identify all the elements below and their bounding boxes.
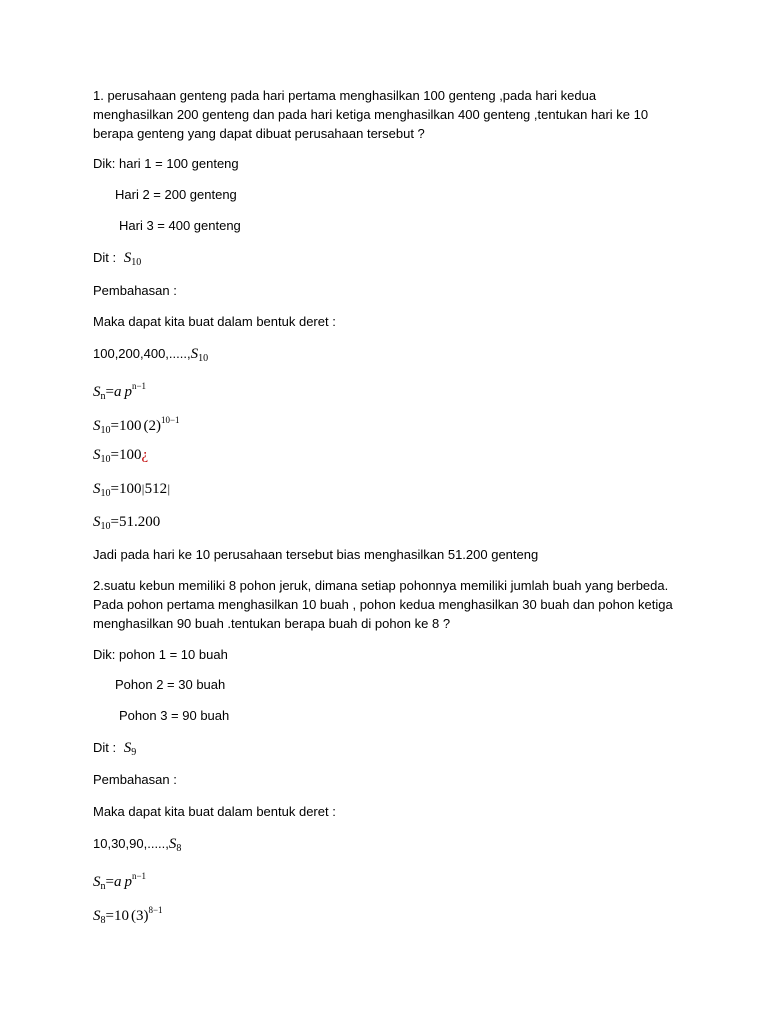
formula-exponent: 8−1 <box>148 905 163 915</box>
problem-2-discussion-heading: Pembahasan : <box>93 772 177 787</box>
formula-symbol: S <box>93 908 101 924</box>
problem-1-conclusion: Jadi pada hari ke 10 perusahaan tersebut bias menghasilkan 51.200 genteng <box>93 547 539 562</box>
asked-subscript: 9 <box>131 747 137 758</box>
problem-1-series-intro: Maka dapat kita buat dalam bentuk deret : <box>93 314 336 329</box>
problem-2-given-1: Dik: pohon 1 = 10 buah <box>93 647 228 662</box>
formula-subscript: 8 <box>100 915 106 926</box>
question-line: menghasilkan 200 genteng dan pada hari ketiga menghasilkan 400 genteng ,tentukan hari ke 10 <box>93 107 649 122</box>
problem-1-given-3: Hari 3 = 400 genteng <box>119 218 241 233</box>
asked-label: Dit : <box>93 250 117 265</box>
problem-2-given-3: Pohon 3 = 90 buah <box>119 708 230 723</box>
formula-subscript: 10 <box>100 454 111 465</box>
formula-error-glyph: ¿ <box>141 447 149 463</box>
problem-1-series <box>93 344 208 368</box>
formula-rhs: =10 <box>105 908 129 924</box>
formula-subscript: 10 <box>100 425 111 436</box>
problem-1-formula-result <box>93 512 160 536</box>
problem-1-given-1: Dik: hari 1 = 100 genteng <box>93 156 239 171</box>
formula-base: (2) <box>143 418 161 434</box>
formula-exponent: n−1 <box>131 381 147 391</box>
formula-subscript: n <box>100 881 106 892</box>
asked-symbol: S <box>123 250 132 266</box>
formula-bar-right: | <box>167 482 171 496</box>
formula-bar-left: | <box>141 482 145 496</box>
asked-symbol: S <box>123 740 132 756</box>
problem-1-question <box>93 86 683 143</box>
problem-2-given-2: Pohon 2 = 30 buah <box>115 677 226 692</box>
series-terms: 10,30,90,....., <box>93 836 169 851</box>
formula-rhs: =100 <box>110 447 142 463</box>
formula-equals: = <box>105 384 114 400</box>
problem-1-given-2: Hari 2 = 200 genteng <box>115 187 237 202</box>
asked-subscript: 10 <box>131 257 142 268</box>
formula-exponent: n−1 <box>131 871 147 881</box>
problem-2-series <box>93 834 181 858</box>
problem-1-formula-general <box>93 377 146 406</box>
problem-2-series-intro: Maka dapat kita buat dalam bentuk deret : <box>93 804 336 819</box>
question-line: berapa genteng yang dapat dibuat perusahaan tersebut ? <box>93 126 425 141</box>
formula-symbol: S <box>93 384 101 400</box>
formula-equals: = <box>105 874 114 890</box>
formula-a: a <box>113 874 122 890</box>
question-line: menghasilkan 90 buah .tentukan berapa buah di pohon ke 8 ? <box>93 616 451 631</box>
formula-rhs: =51.200 <box>110 514 161 530</box>
series-subscript: 10 <box>198 353 209 364</box>
formula-symbol: S <box>93 418 101 434</box>
formula-symbol: S <box>93 874 101 890</box>
question-line: 2.suatu kebun memiliki 8 pohon jeruk, dimana setiap pohonnya memiliki jumlah buah yang berbeda. <box>93 578 669 593</box>
problem-2-question <box>93 576 683 633</box>
formula-inner-value: 512 <box>144 481 168 497</box>
series-symbol: S <box>190 346 199 362</box>
formula-subscript: n <box>100 391 106 402</box>
formula-p: p <box>124 874 132 890</box>
formula-base: (3) <box>130 908 149 924</box>
question-line: 1. perusahaan genteng pada hari pertama menghasilkan 100 genteng ,pada hari kedua <box>93 88 597 103</box>
formula-a: a <box>113 384 122 400</box>
question-line: Pada pohon pertama menghasilkan 10 buah , pohon kedua menghasilkan 30 buah dan pohon ketiga <box>93 597 673 612</box>
problem-1-formula-substituted <box>93 411 180 440</box>
formula-rhs: =100 <box>110 418 142 434</box>
series-subscript: 8 <box>176 843 182 854</box>
formula-subscript: 10 <box>100 521 111 532</box>
problem-2-asked <box>93 738 136 762</box>
formula-subscript: 10 <box>100 488 111 499</box>
formula-p: p <box>124 384 132 400</box>
formula-symbol: S <box>93 481 101 497</box>
problem-1-asked <box>93 248 141 272</box>
problem-2-formula-substituted <box>93 901 163 930</box>
formula-symbol: S <box>93 514 101 530</box>
series-terms: 100,200,400,....., <box>93 346 191 361</box>
problem-1-formula-step <box>93 445 148 469</box>
formula-symbol: S <box>93 447 101 463</box>
problem-1-formula-power <box>93 479 170 503</box>
asked-label: Dit : <box>93 740 117 755</box>
formula-exponent: 10−1 <box>160 415 180 425</box>
problem-1-discussion-heading: Pembahasan : <box>93 283 177 298</box>
formula-rhs: =100 <box>110 481 142 497</box>
series-symbol: S <box>168 836 177 852</box>
problem-2-formula-general <box>93 867 146 896</box>
